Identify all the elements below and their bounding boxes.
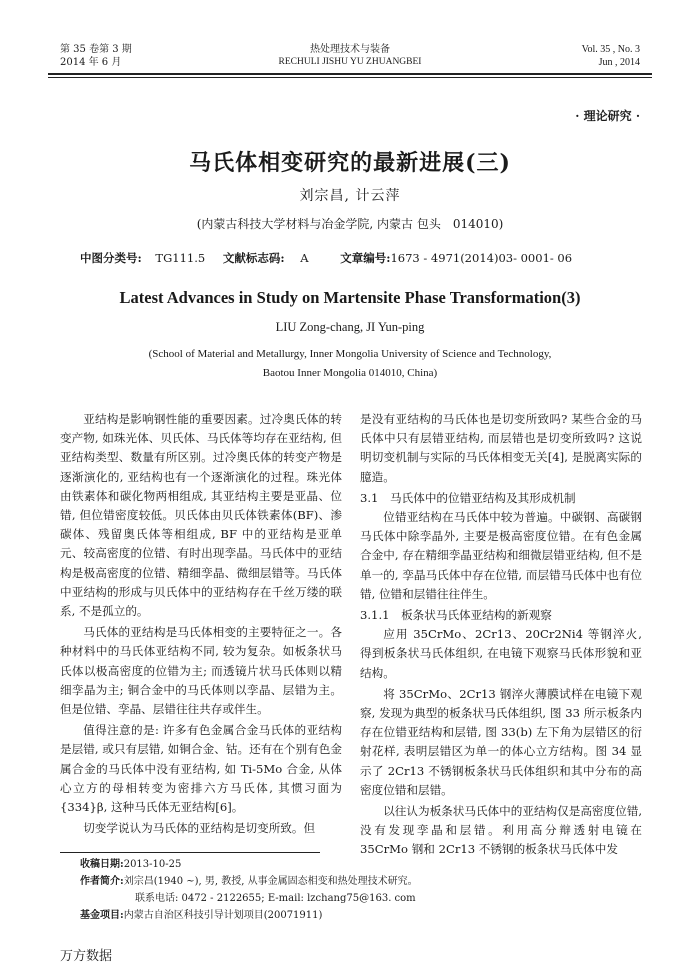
clc-label: 中图分类号: (80, 251, 142, 265)
paper-title-cn: 马氏体相变研究的最新进展(三) (189, 150, 511, 176)
body-left-column (60, 410, 342, 838)
authors-cn: 刘宗昌, 计云萍 (299, 188, 401, 204)
body-paragraph: 亚结构是影响钢性能的重要因素。过冷奥氏体的转变产物, 如珠光体、贝氏体、马氏体等均存在亚结构, 但亚结构类型、数量有所区别。过冷奥氏体的转变产物是逐渐演化的, 亚结构也有一个逐渐演化的过程。珠光体由铁素体和碳化物两相组成, 其亚结构主要是亚晶、位错, 但位错密度较低。贝氏体由贝氏体铁素体(BF)、渗碳体、残留奥氏体等相组成, BF 中的亚结构是亚单元、较高密度的位错、有时出现孪晶。马氏体中的亚结构是极高密度的位错、精细孪晶、微细层错等。马氏体中亚结构的形成与贝氏体中的亚结构存在千丝万缕的联系, 不是孤立的。 (60, 412, 342, 619)
body-paragraph: 马氏体的亚结构是马氏体相变的主要特征之一。各种材料中的马氏体亚结构不同, 较为复杂。如板条状马氏体以极高密度的位错为主; 而透镜片状马氏体则以精细孪晶为主; 铜合金中的马氏体则以孪晶、层错为主。但是位错、孪晶、层错往往共存或伴生。 (60, 625, 342, 717)
header-vol-no (520, 43, 640, 69)
header-month-en: Jun , 2014 (598, 57, 640, 68)
doc-code-value: A (300, 251, 309, 265)
header-journal-pinyin: RECHULI JISHU YU ZHUANGBEI (278, 57, 422, 67)
body-paragraph: 切变学说认为马氏体的亚结构是切变所致。但 (83, 821, 316, 836)
section-tag: · 理论研究 · (575, 109, 640, 123)
fund-label: 基金项目: (80, 910, 124, 921)
header-journal-name (200, 43, 500, 69)
footnotes (80, 856, 640, 924)
footnote-rule (60, 852, 320, 853)
body-paragraph: 以往认为板条状马氏体中的亚结构仅是高密度位错, 没有发现孪晶和层错。利用高分辩透射电镜在 35CrMo 钢和 2Cr13 不锈钢的板条状马氏体中发 (360, 804, 642, 857)
header-vol-en: Vol. 35 , No. 3 (581, 44, 640, 55)
body-paragraph: 位错亚结构在马氏体中较为普遍。中碳钢、高碳钢马氏体中除孪晶外, 主要是极高密度位错。在有色金属合金中, 存在精细孪晶亚结构和细微层错亚结构, 但不是单一的, 孪晶马氏体中存在位错, 而层错马氏体中也有位错, 位错和层错往往伴生。 (360, 510, 642, 601)
header-volume-issue: 第 35 卷第 3 期 (60, 44, 132, 55)
section-heading-3-1: 3.1 马氏体中的位错亚结构及其形成机制 (360, 490, 576, 505)
footnote-contact: 联系电话: 0472 - 2122655; E-mail: lzchang75@163. com (135, 893, 416, 904)
paper-title-en: Latest Advances in Study on Martensite Phase Transformation(3) (119, 288, 581, 307)
affiliation-en (0, 345, 700, 383)
section-heading-3-1-1: 3.1.1 板条状马氏体亚结构的新观察 (360, 608, 552, 623)
body-paragraph: 应用 35CrMo、2Cr13、20Cr2Ni4 等钢淬火, 得到板条状马氏体组织, 在电镜下观察马氏体形貌和亚结构。 (360, 627, 642, 680)
body-paragraph: 将 35CrMo、2Cr13 钢淬火薄膜试样在电镜下观察, 发现为典型的板条状马氏体组织, 图 33 所示板条内存在位错亚结构和层错, 图 33(b) 左下角为层错区的衍射花样, 表明层错区为单一的体心立方结构。图 34 显示了 2Cr13 不锈钢板条状马氏体组织和其中分布的高密度位错和层错。 (360, 686, 642, 797)
affiliation-en-line2: Baotou Inner Mongolia 014010, China) (262, 367, 438, 379)
body-right-column (360, 410, 642, 860)
body-paragraph: 是没有亚结构的马氏体也是切变所致吗? 某些合金的马氏体中只有层错亚结构, 而层错也是切变所致吗? 这说明切变机制与实际的马氏体相变无关[4], 是脱离实际的臆造。 (360, 412, 642, 484)
header-journal-issue (60, 43, 180, 69)
received-value: 2013-10-25 (123, 859, 182, 870)
clc-value: TG111.5 (155, 251, 206, 265)
footnote-author (80, 873, 640, 890)
affiliation-cn: (内蒙古科技大学材料与冶金学院, 内蒙古 包头 014010) (196, 217, 504, 231)
header-date: 2014 年 6 月 (60, 57, 122, 68)
footnote-fund (80, 907, 640, 924)
header-journal-cn: 热处理技术与装备 (310, 44, 390, 55)
watermark: 万方数据 (60, 949, 113, 964)
author-bio-label: 作者简介: (80, 876, 124, 887)
body-paragraph: 值得注意的是: 许多有色金属合金马氏体的亚结构是层错, 或只有层错, 如铜合金、钴。还有在个别有色金属合金的马氏体中没有亚结构, 如 Ti-5Mo 合金, 从体心立方的母相转变为密排六方马氏体, 其惯习面为 {334}β, 这种马氏体无亚结构[6]。 (60, 723, 342, 815)
article-no-label: 文章编号: (340, 251, 391, 265)
header-rule-thin (48, 77, 652, 78)
author-bio-value: 刘宗昌(1940 ~), 男, 教授, 从事金属固态相变和热处理技术研究。 (123, 876, 418, 887)
affiliation-en-line1: (School of Material and Metallurgy, Inner Mongolia University of Science and Technology, (148, 348, 552, 360)
received-label: 收稿日期: (80, 859, 124, 870)
meta-line (80, 250, 640, 266)
header-rule-thick (48, 73, 652, 75)
authors-en: LIU Zong-chang, JI Yun-ping (275, 320, 425, 334)
article-no-value: 1673 - 4971(2014)03- 0001- 06 (390, 251, 573, 265)
fund-value: 内蒙古自治区科技引导计划项目(20071911) (123, 910, 323, 921)
doc-code-label: 文献标志码: (222, 251, 285, 265)
footnote-received (80, 856, 640, 873)
